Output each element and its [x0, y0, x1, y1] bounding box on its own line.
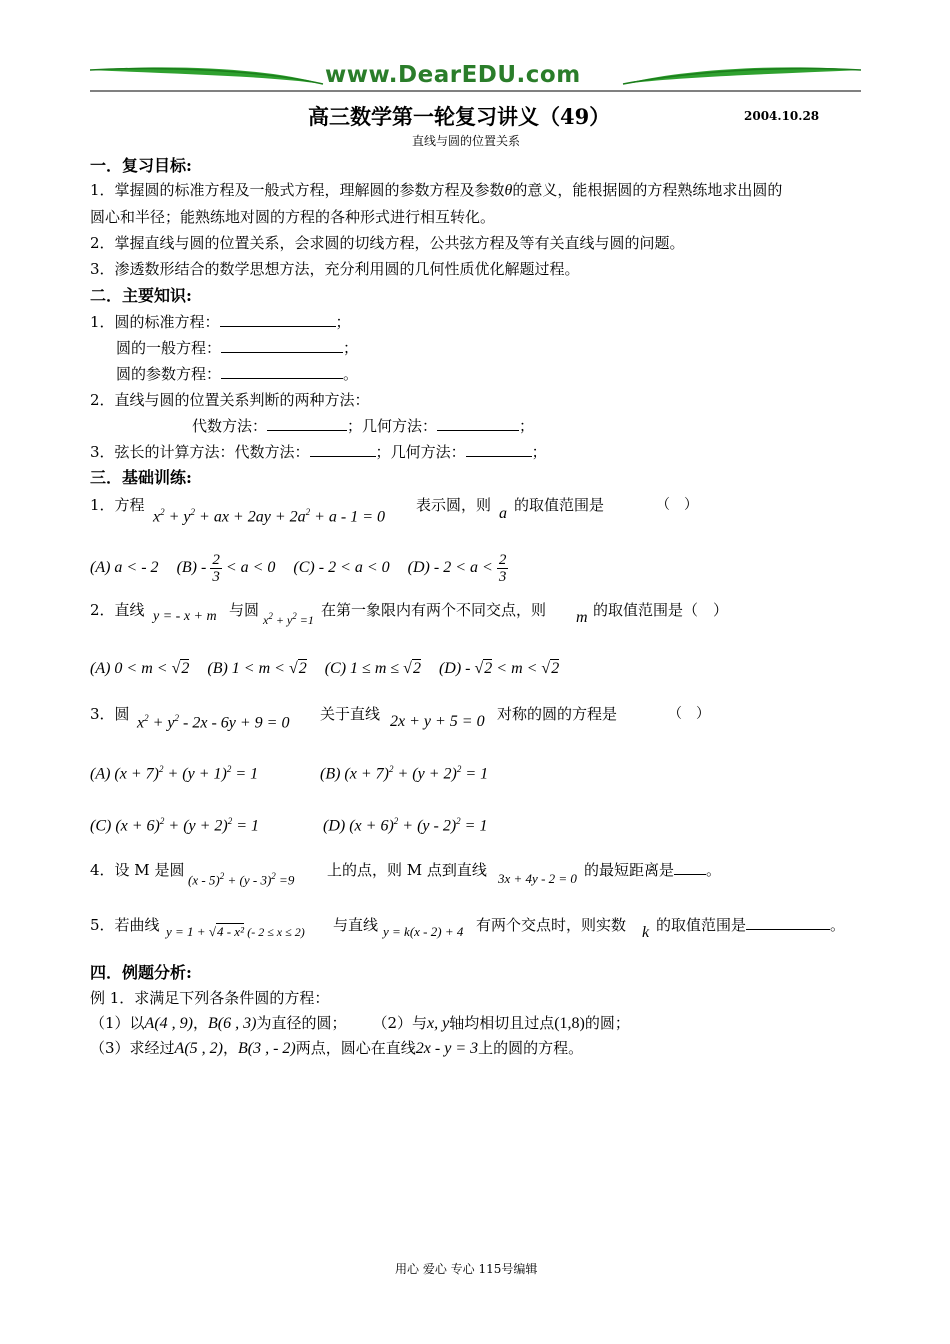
knowledge-3: 3．弦长的计算方法：代数方法： ；几何方法： ；: [90, 443, 547, 461]
q5-answer-blank[interactable]: [746, 915, 830, 930]
q2-circle: $x^2 + y^2 =1$: [263, 611, 314, 627]
question-1: 1．方程: [90, 496, 145, 514]
q2-var: m: [576, 609, 588, 626]
section2-heading: 二．主要知识:: [90, 286, 192, 305]
q3-suffix: 对称的圆的方程是: [497, 705, 618, 723]
q2-option-a[interactable]: (A) 0 < m < √2: [90, 660, 190, 677]
goal-2: 2．掌握直线与圆的位置关系，会求圆的切线方程，公共弦方程及等有关直线与圆的问题。: [90, 234, 685, 252]
section4-heading: 四．例题分析:: [90, 963, 192, 982]
page-title: 高三数学第一轮复习讲义（49）: [308, 104, 611, 129]
blank-chord-geometric[interactable]: [466, 442, 532, 457]
knowledge-1a: 1．圆的标准方程： ；: [90, 313, 351, 331]
q5-line: y = k(x - 2) + 4: [383, 924, 464, 939]
question-3: 3．圆: [90, 705, 130, 723]
date-label: 2004.10.28: [744, 109, 820, 123]
knowledge-2-methods: 代数方法： ；几何方法： ；: [192, 417, 535, 435]
question-4: 4．设 M 是圆: [90, 861, 185, 879]
blank-algebraic-method[interactable]: [267, 416, 347, 431]
q1-mid: 表示圆，则: [416, 496, 492, 514]
blank-general-eq[interactable]: [221, 338, 343, 353]
blank-standard-eq[interactable]: [220, 312, 336, 327]
point-A: A(4 , 9): [144, 1015, 193, 1032]
q3-option-c[interactable]: (C) $(x + 6)^2 + (y + 2)^2 = 1$: [90, 816, 260, 835]
q5-mid2: 有两个交点时，则实数: [476, 916, 627, 934]
example-1: 例 1．求满足下列各条件圆的方程：: [90, 989, 330, 1007]
subtitle: 直线与圆的位置关系: [412, 134, 521, 148]
q3-mid: 关于直线: [320, 705, 381, 723]
knowledge-2: 2．直线与圆的位置关系判断的两种方法：: [90, 391, 370, 409]
q2-suffix: 的取值范围是（ ）: [593, 601, 729, 619]
q1-options: [90, 546, 508, 590]
knowledge-1c: 圆的参数方程： 。: [116, 365, 359, 383]
question-5: 5．若曲线: [90, 916, 160, 934]
knowledge-1b-label: 圆的一般方程：: [116, 339, 222, 357]
q3-circle: $x^2 + y^2 - 2x - 6y + 9 = 0$: [137, 713, 290, 732]
q4-circle: (x - 5)$^2$ + (y - 3)$^2$ =9: [188, 871, 295, 888]
q3-option-b[interactable]: (B) $(x + 7)^2 + (y + 2)^2 = 1$: [320, 764, 489, 783]
footer-text: 用心 爱心 专心 115号编辑: [395, 1262, 538, 1276]
goal-1-text-b: 的意义，能根据圆的方程熟练地求出圆的: [512, 181, 783, 199]
knowledge-1c-label: 圆的参数方程：: [116, 365, 222, 383]
q2-options: [90, 660, 559, 678]
knowledge-1b: 圆的一般方程： ；: [116, 339, 359, 357]
section1-heading: 一．复习目标:: [90, 156, 192, 175]
q4-line: 3x + 4y - 2 = 0: [498, 871, 577, 886]
q3-line: 2x + y + 5 = 0: [390, 713, 485, 730]
q4-answer-blank[interactable]: [674, 860, 706, 875]
example-1-part-3: （3）求经过A(5 , 2)，B(3 , - 2)两点，圆心在直线2x - y = 3上的圆的方程。: [90, 1039, 584, 1057]
site-logo: www.DearEDU.com: [325, 62, 581, 88]
question-2: 2．直线: [90, 601, 145, 619]
theta-symbol: θ: [504, 182, 513, 199]
blank-param-eq[interactable]: [221, 364, 343, 379]
q5-curve: y = 1 + √4 - x² (- 2 ≤ x ≤ 2): [166, 924, 305, 939]
q5-var: k: [642, 924, 650, 941]
point-B: B(6 , 3): [208, 1015, 257, 1032]
goal-1: [90, 179, 782, 202]
goal-3: 3．渗透数形结合的数学思想方法，充分利用圆的几何性质优化解题过程。: [90, 260, 580, 278]
q1-option-b[interactable]: (B) - $\frac{2}{3}$ < a < 0: [176, 551, 276, 585]
q1-option-a[interactable]: (A) a < - 2: [90, 559, 159, 576]
blank-chord-algebraic[interactable]: [310, 442, 376, 457]
q2-mid1: 与圆: [229, 601, 260, 619]
q4-mid: 上的点，则 M 点到直线: [327, 861, 487, 879]
q3-answer-paren[interactable]: （ ）: [668, 706, 710, 722]
q1-option-c[interactable]: (C) - 2 < a < 0: [293, 559, 390, 576]
q1-answer-paren[interactable]: （ ）: [656, 497, 698, 513]
q2-option-b[interactable]: (B) 1 < m < √2: [207, 660, 307, 677]
q1-suffix: 的取值范围是: [514, 496, 605, 514]
q3-option-d[interactable]: (D) $(x + 6)^2 + (y - 2)^2 = 1$: [323, 816, 488, 835]
q4-suffix: 的最短距离是 。: [584, 861, 722, 879]
example-1-part-1-2: （1）以A(4 , 9)，B(6 , 3)为直径的圆； （2）与x, y轴均相切且过点(1,8)的圆；: [90, 1014, 630, 1032]
q5-mid: 与直线: [333, 916, 379, 934]
q3-option-a[interactable]: (A) $(x + 7)^2 + (y + 1)^2 = 1$: [90, 764, 259, 783]
knowledge-1a-label: 1．圆的标准方程：: [90, 313, 220, 331]
q2-option-d[interactable]: (D) - √2 < m < √2: [438, 660, 560, 677]
blank-geometric-method[interactable]: [437, 416, 519, 431]
section3-heading: 三．基础训练:: [90, 468, 192, 487]
q1-var: a: [499, 505, 507, 522]
q2-option-c[interactable]: (C) 1 ≤ m ≤ √2: [324, 660, 421, 677]
q2-mid2: 在第一象限内有两个不同交点，则: [321, 601, 547, 619]
q1-equation: $x^2 + y^2$ + ax + $2ay + 2a^2 + a - 1 = 0$: [153, 507, 386, 526]
goal-1-cont: 圆心和半径；能熟练地对圆的方程的各种形式进行相互转化。: [90, 208, 496, 226]
q1-option-d[interactable]: (D) - 2 < a < $\frac{2}{3}$: [407, 551, 507, 585]
q2-line: y = - x + m: [153, 609, 217, 624]
q5-suffix: 的取值范围是 。: [656, 916, 846, 934]
goal-1-text-a: 1．掌握圆的标准方程及一般式方程，理解圆的参数方程及参数: [90, 181, 505, 199]
